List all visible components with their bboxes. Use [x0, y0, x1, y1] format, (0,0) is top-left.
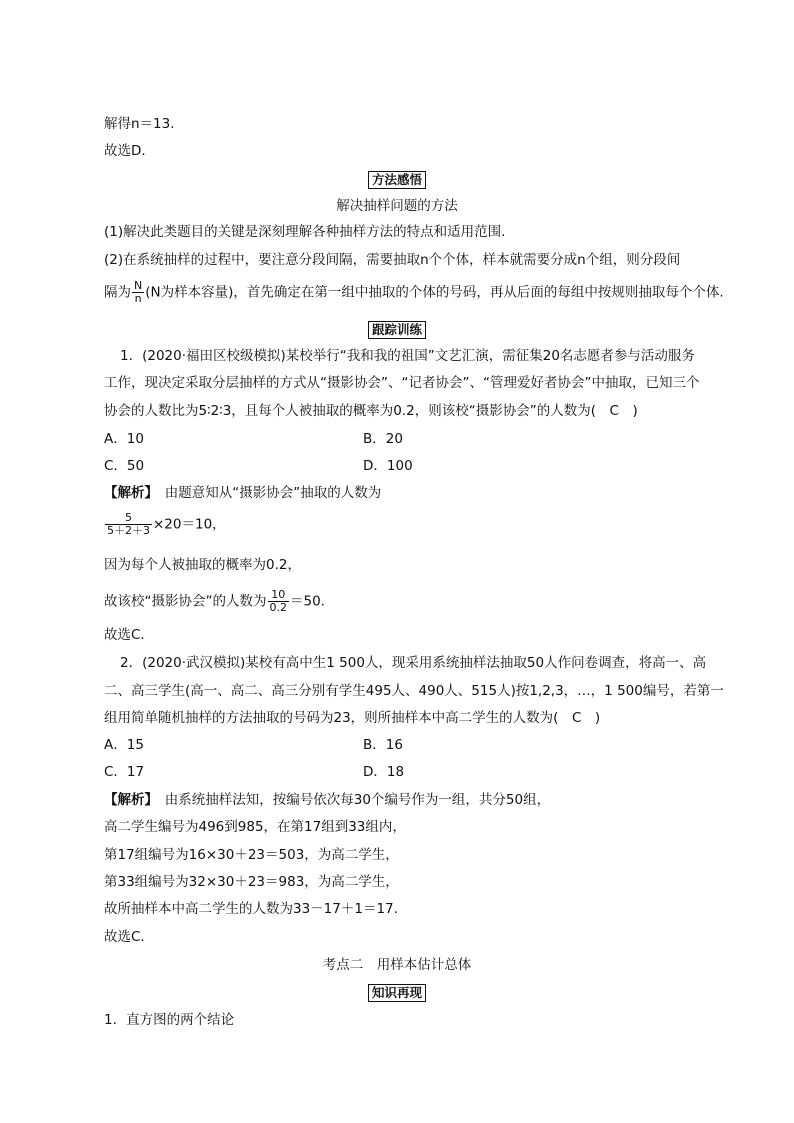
- text-line: (2)在系统抽样的过程中，要注意分段间隔，需要抽取n个个体，样本就需要分成n个组，则分段间: [104, 252, 681, 268]
- text-line: 组用简单随机抽样的方法抽取的号码为23，则所抽样本中高二学生的人数为( C ): [104, 710, 601, 726]
- option-d: D．18: [363, 764, 405, 780]
- fraction: $\frac{5}{5+2+3}$: [107, 511, 150, 537]
- option-b: B．20: [363, 431, 403, 447]
- text-line: 解得n＝13.: [104, 116, 175, 132]
- option-a: A．10: [104, 431, 144, 447]
- text-line: 工作，现决定采取分层抽样的方式从“摄影协会”、“记者协会”、“管理爱好者协会”中抽取，已知三个: [104, 375, 700, 391]
- question-1: 1．(2020·福田区校级模拟)某校举行“我和我的祖国”文艺汇演，需征集20名志愿者参与活动服务: [120, 348, 695, 364]
- text-line: 故选C.: [104, 929, 145, 945]
- question-2: 2．(2020·武汉模拟)某校有高中生1 500人，现采用系统抽样法抽取50人作问卷调查，将高一、高: [120, 655, 707, 671]
- text-line: 第17组编号为16×30＋23＝503，为高二学生，: [104, 847, 399, 863]
- text-line: 隔为 $\frac{N}{n}$ (N为样本容量)，首先确定在第一组中抽取的个体的号码，再从后面的每组中按规则抽取每个个体.: [104, 279, 724, 305]
- track-badge: 跟踪训练: [368, 321, 426, 339]
- method-title: 解决抽样问题的方法: [336, 198, 458, 214]
- option-d: D．100: [363, 458, 413, 474]
- text-line: 因为每个人被抽取的概率为0.2，: [104, 557, 301, 573]
- section-title: 考点二 用样本估计总体: [322, 957, 472, 973]
- analysis-label: 【解析】: [104, 792, 152, 808]
- text-line: 协会的人数比为5∶2∶3，且每个人被抽取的概率为0.2，则该校“摄影协会”的人数为( C ): [104, 403, 638, 419]
- text-line: 由系统抽样法知，按编号依次每30个编号作为一组，共分50组，: [164, 792, 551, 808]
- fraction: $\frac{N}{n}$: [134, 279, 143, 305]
- text-line: 故选C.: [104, 627, 145, 643]
- knowledge-badge: 知识再现: [368, 984, 426, 1002]
- method-badge: 方法感悟: [368, 171, 426, 189]
- option-c: C．17: [104, 764, 145, 780]
- text-line: 由题意知从“摄影协会”抽取的人数为: [164, 485, 382, 501]
- text-line: 故该校“摄影协会”的人数为 $\frac{10}{0.2}$ ＝50.: [104, 588, 325, 614]
- text-line: 二、高三学生(高一、高二、高三分别有学生495人、490人、515人)按1,2,3，…，1 500编号，若第一: [104, 683, 724, 699]
- analysis-label: 【解析】: [104, 485, 152, 501]
- text-line: 第33组编号为32×30＋23＝983，为高二学生，: [104, 874, 399, 890]
- option-c: C．50: [104, 458, 145, 474]
- fraction: $\frac{10}{0.2}$: [269, 588, 287, 614]
- option-a: A．15: [104, 737, 144, 753]
- text-line: 高二学生编号为496到985，在第17组到33组内，: [104, 819, 406, 835]
- option-b: B．16: [363, 737, 403, 753]
- text-line: (1)解决此类题目的关键是深刻理解各种抽样方法的特点和适用范围.: [104, 224, 506, 240]
- text-line: 1．直方图的两个结论: [104, 1012, 235, 1028]
- text-line: 故选D.: [104, 143, 146, 159]
- text-line: $\frac{5}{5+2+3}$ ×20＝10，: [107, 511, 226, 537]
- text-line: 故所抽样本中高二学生的人数为33－17＋1＝17.: [104, 901, 398, 917]
